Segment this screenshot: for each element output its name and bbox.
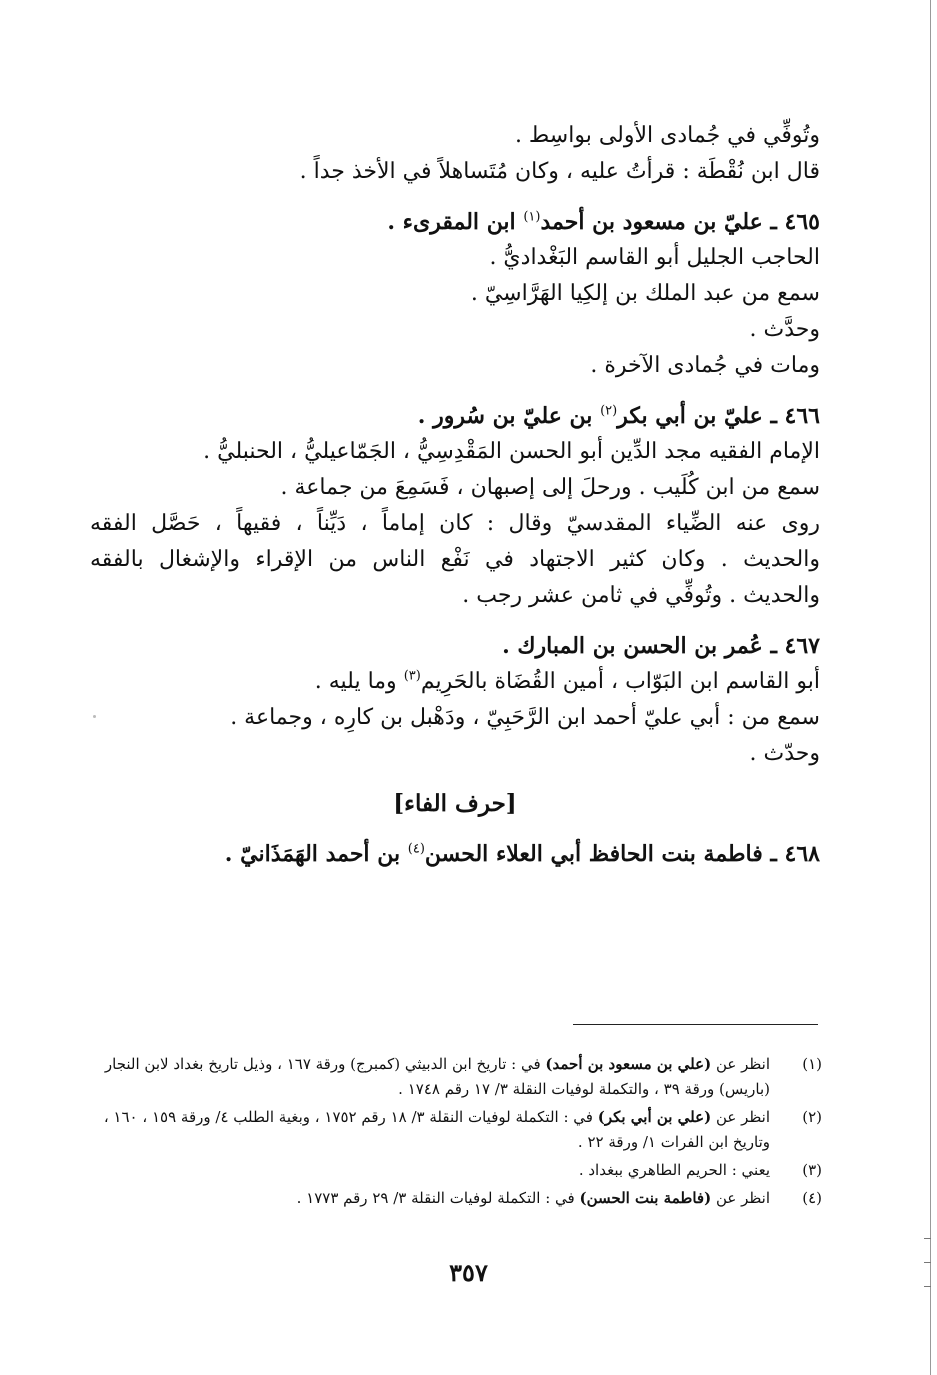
footnote-bold-name: (علي بن مسعود بن أحمد) [545,1055,712,1073]
page-body [90,118,820,872]
entry-heading-466 [90,398,820,434]
footnote-text-part: انظر عن [711,1189,770,1207]
text-line: روى عنه الضِّياء المقدسيّ وقال : كان إماماً ، دَيِّناً ، فقيهاً ، حَصَّل الفقه [90,511,820,536]
page-edge-line [930,0,931,1375]
footnote-bold-name: (علي بن أبي بكر) [597,1108,712,1126]
footnote-text-part: يعني : الحريم الطاهري ببغداد . [578,1161,770,1179]
page-edge-tick [924,1238,931,1239]
text-line: والحديث . وكان كثير الاجتهاد في نَفْع الناس من الإقراء والإشغال بالفقه [90,547,820,572]
footnote [90,1052,822,1102]
entry-heading-467: ٤٦٧ ـ عُمر بن الحسن بن المبارك . [502,633,820,659]
footnote-number: (٣) [802,1161,822,1179]
text-line: وحدَّث . [749,317,820,342]
text-line: وتُوفِّي في جُمادى الأولى بواسِط . [514,123,820,148]
text-line: سمع من عبد الملك بن إلكِيا الهَرَّاسِيّ . [470,281,820,306]
footnote-number: (٤) [802,1189,822,1207]
text-line: قال ابن نُقْطَة : قرأتُ عليه ، وكان مُتَساهلاً في الأخذ جداً . [299,159,820,184]
footnote-text [90,1158,770,1183]
footnote-text [90,1186,770,1211]
footnote [90,1186,822,1211]
footnote-separator [573,1024,818,1025]
footnote-ref[interactable]: (٤) [407,841,425,857]
entry-heading-text: ٤٦٨ ـ فاطمة بنت الحافظ أبي العلاء الحسن [424,841,820,867]
page-number: ٣٥٧ [449,1258,488,1287]
footnote-text-part: انظر عن [711,1055,770,1073]
text-line: سمع من ابن كُلَيب . ورحلَ إلى إصبهان ، فَسَمِعَ من جماعة . [280,475,820,500]
entry-heading-text: بن عليّ بن سُرور . [417,403,601,429]
footnote-text-part: في : تاريخ ابن الدبيثي (كمبرج) ورقة ١٦٧ ، وذيل تاريخ بغداد لابن النجار (باريس) ورقة ٣٩ ، والتكملة لوفيات النقلة ٣/ ١٧ رقم ١٧٤٨ . [104,1055,770,1098]
text-line: سمع من : أبي عليّ أحمد ابن الرَّحَبِيّ ، ودَهْبل بن كارِه ، وجماعة . [230,705,820,730]
footnote [90,1158,822,1183]
footnote-number: (١) [802,1055,822,1073]
footnote-ref[interactable]: (٣) [403,668,421,684]
text-line: والحديث . وتُوفِّي في ثامن عشر رجب . [462,583,820,608]
text-span: وما يليه . [314,669,404,694]
text-line: الإمام الفقيه مجد الدِّين أبو الحسن المَقْدِسِيُّ ، الجَمّاعيليُّ ، الحنبليُّ . [203,439,820,464]
footnote-text-part: في : التكملة لوفيات النقلة ٣/ ١٨ رقم ١٧٥٢ ، وبغية الطلب ٤/ ورقة ١٥٩ ، ١٦٠ ، وتاريخ ابن الفرات ١/ ورقة ٢٢ . [103,1108,770,1151]
footnotes [90,1052,822,1214]
entry-heading-text: ابن المقرىء . [387,209,524,235]
text-line: الحاجب الجليل أبو القاسم البَغْداديُّ . [489,245,820,270]
text-line: وحدّث . [749,741,820,766]
footnote-text [90,1052,770,1102]
text-span: أبو القاسم ابن البَوّاب ، أمين القُضَاة بالحَرِيم [420,669,820,694]
entry-heading-text: ٤٦٦ ـ عليّ بن أبي بكر [617,403,820,429]
entry-heading-text: بن أحمد الهَمَذَانيّ . [224,841,408,867]
section-title: [حرف الفاء] [393,790,517,817]
text-line [90,664,820,700]
entry-heading-468 [90,836,820,872]
entry-heading-text: ٤٦٥ ـ عليّ بن مسعود بن أحمد [540,209,820,235]
text-line: ومات في جُمادى الآخرة . [590,353,820,378]
footnote-number: (٢) [802,1108,822,1126]
footnote-text [90,1105,770,1155]
footnote-bold-name: (فاطمة بنت الحسن) [579,1189,712,1207]
footnote-ref[interactable]: (٢) [600,403,618,419]
footnote [90,1105,822,1155]
footnote-text-part: في : التكملة لوفيات النقلة ٣/ ٢٩ رقم ١٧٧٣ . [296,1189,580,1207]
footnote-ref[interactable]: (١) [523,209,541,225]
footnote-text-part: انظر عن [711,1108,770,1126]
entry-heading-465 [90,204,820,240]
